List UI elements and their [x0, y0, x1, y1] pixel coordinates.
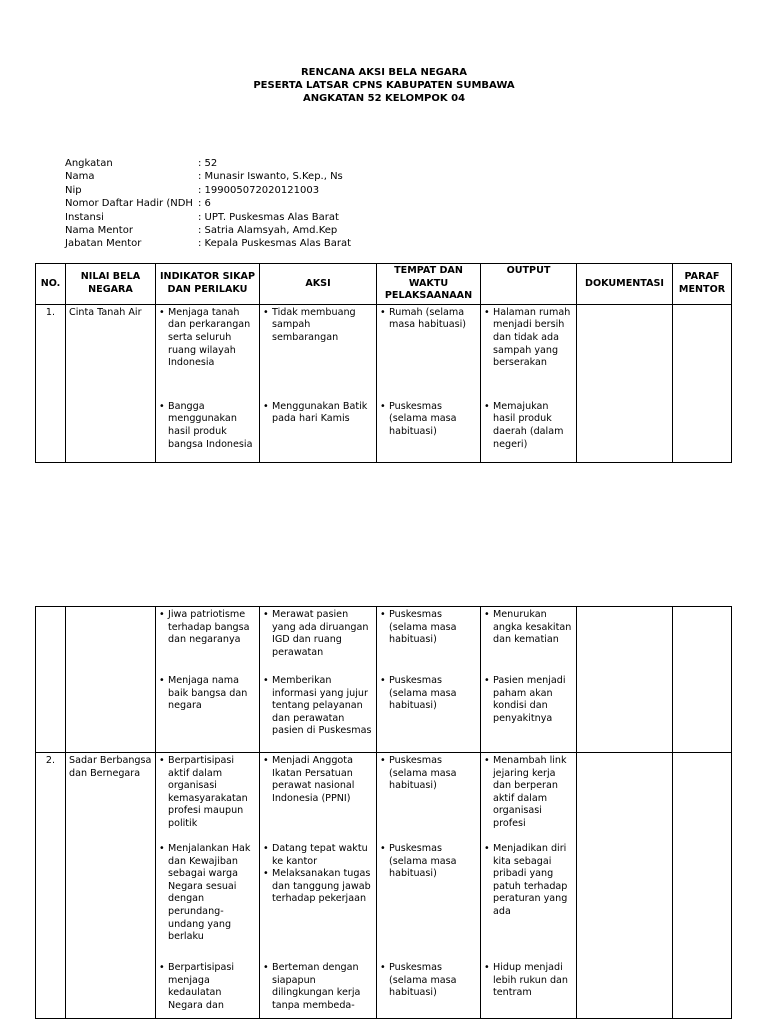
- cell-dokumentasi: [577, 753, 673, 1019]
- cell-indikator: [156, 753, 260, 1019]
- bullet-icon: •: [263, 306, 269, 318]
- bullet-icon: •: [380, 755, 386, 766]
- info-row: [65, 170, 351, 183]
- cell-no: 2.: [36, 753, 66, 1019]
- bullet-item: • Puskesmas (selama masa habituasi): [380, 400, 457, 437]
- bullet-item: • Puskesmas (selama masa habituasi): [380, 609, 477, 675]
- header-no: NO.: [36, 264, 66, 305]
- bullet-icon: •: [263, 868, 269, 880]
- bullet-item: • Berpartisipasi menjaga kedaulatan Negara dan: [159, 962, 235, 1011]
- bullet-icon: •: [484, 400, 490, 412]
- info-value: : 6: [198, 198, 211, 210]
- bullet-item: • Menggunakan Batik pada hari Kamis: [263, 400, 368, 425]
- header-dokumentasi: DOKUMENTASI: [577, 264, 673, 305]
- bullet-icon: •: [263, 609, 269, 620]
- action-plan-table-continued: [35, 606, 732, 1019]
- cell-tempat: [377, 753, 481, 1019]
- cell-aksi: [260, 304, 377, 462]
- document-title: [0, 66, 768, 105]
- bullet-item: • Rumah (selama masa habituasi): [380, 307, 477, 401]
- info-value: : Satria Alamsyah, Amd.Kep: [198, 225, 338, 237]
- table-row: [36, 304, 732, 462]
- bullet-item: • Berpartisipasi aktif dalam organisasi kemasyarakatan profesi maupun politik: [159, 755, 256, 843]
- bullet-icon: •: [159, 755, 165, 766]
- info-label: Nama: [65, 171, 95, 183]
- bullet-icon: •: [484, 609, 490, 620]
- bullet-icon: •: [159, 675, 165, 686]
- title-line-2: PESERTA LATSAR CPNS KABUPATEN SUMBAWA: [253, 80, 515, 91]
- header-tempat: TEMPAT DAN WAKTU PELAKSAANAAN: [377, 264, 481, 305]
- table-row: [36, 607, 732, 753]
- header-output: OUTPUT: [481, 264, 577, 305]
- cell-dokumentasi: [577, 607, 673, 753]
- bullet-item: • Menjalankan Hak dan Kewajiban sebagai warga Negara sesuai dengan perundang-undang yang berlaku: [159, 843, 256, 962]
- bullet-icon: •: [484, 843, 490, 854]
- bullet-icon: •: [380, 306, 386, 318]
- bullet-icon: •: [263, 755, 269, 766]
- cell-no: [36, 607, 66, 753]
- bullet-icon: •: [263, 675, 269, 686]
- bullet-icon: •: [380, 675, 386, 686]
- bullet-item: • Memajukan hasil produk daerah (dalam negeri): [484, 400, 564, 450]
- bullet-icon: •: [380, 400, 386, 412]
- bullet-icon: •: [380, 962, 386, 973]
- bullet-item: • Puskesmas (selama masa habituasi): [380, 675, 457, 712]
- info-label: Instansi: [65, 211, 104, 223]
- bullet-item: • Melaksanakan tugas dan tanggung jawab terhadap pekerjaan: [263, 868, 373, 962]
- info-label: Jabatan Mentor: [65, 238, 142, 250]
- info-value: : Kepala Puskesmas Alas Barat: [198, 238, 352, 250]
- info-value: : 199005072020121003: [198, 184, 320, 196]
- bullet-item: • Datang tepat waktu ke kantor: [263, 843, 368, 867]
- cell-aksi: [260, 753, 377, 1019]
- cell-indikator: [156, 304, 260, 462]
- info-value: : 52: [198, 158, 218, 169]
- info-row: [65, 197, 351, 210]
- info-row: [65, 157, 351, 170]
- bullet-item: • Menjadikan diri kita sebagai pribadi yang patuh terhadap peraturan yang ada: [484, 843, 573, 962]
- info-row: [65, 184, 351, 197]
- bullet-item: • Bangga menggunakan hasil produk bangsa Indonesia: [159, 400, 253, 450]
- bullet-icon: •: [263, 400, 269, 412]
- bullet-item: • Menjaga nama baik bangsa dan negara: [159, 675, 248, 712]
- bullet-icon: •: [159, 843, 165, 854]
- cell-tempat: [377, 304, 481, 462]
- title-line-1: RENCANA AKSI BELA NEGARA: [300, 67, 468, 78]
- info-row: [65, 211, 351, 224]
- bullet-icon: •: [380, 843, 386, 854]
- bullet-item: • Merawat pasien yang ada diruangan IGD dan ruang perawatan: [263, 609, 373, 675]
- info-value: : UPT. Puskesmas Alas Barat: [198, 211, 339, 223]
- info-value: : Munasir Iswanto, S.Kep., Ns: [198, 171, 343, 183]
- bullet-item: • Menjaga tanah dan perkarangan serta seluruh ruang wilayah Indonesia: [159, 307, 256, 401]
- bullet-item: • Menambah link jejaring kerja dan berperan aktif dalam organisasi profesi: [484, 755, 573, 843]
- cell-paraf: [673, 753, 732, 1019]
- cell-nilai: Sadar Berbangsa dan Bernegara: [66, 753, 156, 1019]
- cell-dokumentasi: [577, 304, 673, 462]
- info-row: [65, 224, 351, 237]
- info-label: Angkatan: [65, 158, 113, 169]
- bullet-item: • Memberikan informasi yang jujur tentang pelayanan dan perawatan pasien di Puskesmas: [263, 675, 372, 737]
- title-line-3: ANGKATAN 52 KELOMPOK 04: [302, 93, 466, 104]
- bullet-icon: •: [263, 962, 269, 974]
- cell-output: [481, 753, 577, 1019]
- bullet-item: • Pasien menjadi paham akan kondisi dan penyakitnya: [484, 675, 566, 724]
- cell-nilai: [66, 607, 156, 753]
- bullet-icon: •: [484, 755, 490, 766]
- bullet-item: • Berteman dengan siapapun dilingkungan kerja tanpa membeda-: [263, 962, 361, 1011]
- bullet-item: • Menjadi Anggota Ikatan Persatuan perawat nasional Indonesia (PPNI): [263, 755, 373, 843]
- table-header-row: [36, 264, 732, 305]
- bullet-icon: •: [380, 609, 386, 620]
- bullet-item: • Hidup menjadi lebih rukun dan tentram: [484, 962, 568, 999]
- cell-tempat: [377, 607, 481, 753]
- cell-indikator: [156, 607, 260, 753]
- cell-nilai: Cinta Tanah Air: [66, 304, 156, 462]
- cell-no: 1.: [36, 304, 66, 462]
- header-aksi: AKSI: [260, 264, 377, 305]
- bullet-icon: •: [263, 843, 269, 854]
- bullet-item: • Tidak membuang sampah sembarangan: [263, 307, 373, 401]
- cell-output: [481, 607, 577, 753]
- bullet-icon: •: [159, 962, 165, 973]
- info-row: [65, 237, 351, 250]
- bullet-item: • Jiwa patriotisme terhadap bangsa dan negaranya: [159, 609, 256, 675]
- cell-paraf: [673, 607, 732, 753]
- participant-info: [65, 157, 351, 251]
- bullet-item: • Puskesmas (selama masa habituasi): [380, 962, 457, 999]
- bullet-item: • Menurukan angka kesakitan dan kematian: [484, 609, 573, 675]
- bullet-icon: •: [159, 609, 165, 620]
- bullet-icon: •: [484, 675, 490, 686]
- header-paraf: PARAF MENTOR: [673, 264, 732, 305]
- header-indikator: INDIKATOR SIKAP DAN PERILAKU: [156, 264, 260, 305]
- bullet-icon: •: [484, 962, 490, 973]
- action-plan-table: [35, 263, 732, 463]
- cell-aksi: [260, 607, 377, 753]
- bullet-item: • Puskesmas (selama masa habituasi): [380, 843, 477, 962]
- info-label: Nomor Daftar Hadir (NDH: [65, 198, 193, 210]
- info-label: Nip: [65, 184, 82, 196]
- cell-paraf: [673, 304, 732, 462]
- bullet-icon: •: [159, 306, 165, 318]
- bullet-icon: •: [484, 306, 490, 318]
- bullet-item: • Puskesmas (selama masa habituasi): [380, 755, 477, 843]
- info-label: Nama Mentor: [65, 225, 133, 237]
- bullet-item: • Halaman rumah menjadi bersih dan tidak ada sampah yang berserakan: [484, 307, 573, 401]
- bullet-icon: •: [159, 400, 165, 412]
- cell-output: [481, 304, 577, 462]
- table-row: [36, 753, 732, 1019]
- header-nilai: NILAI BELA NEGARA: [66, 264, 156, 305]
